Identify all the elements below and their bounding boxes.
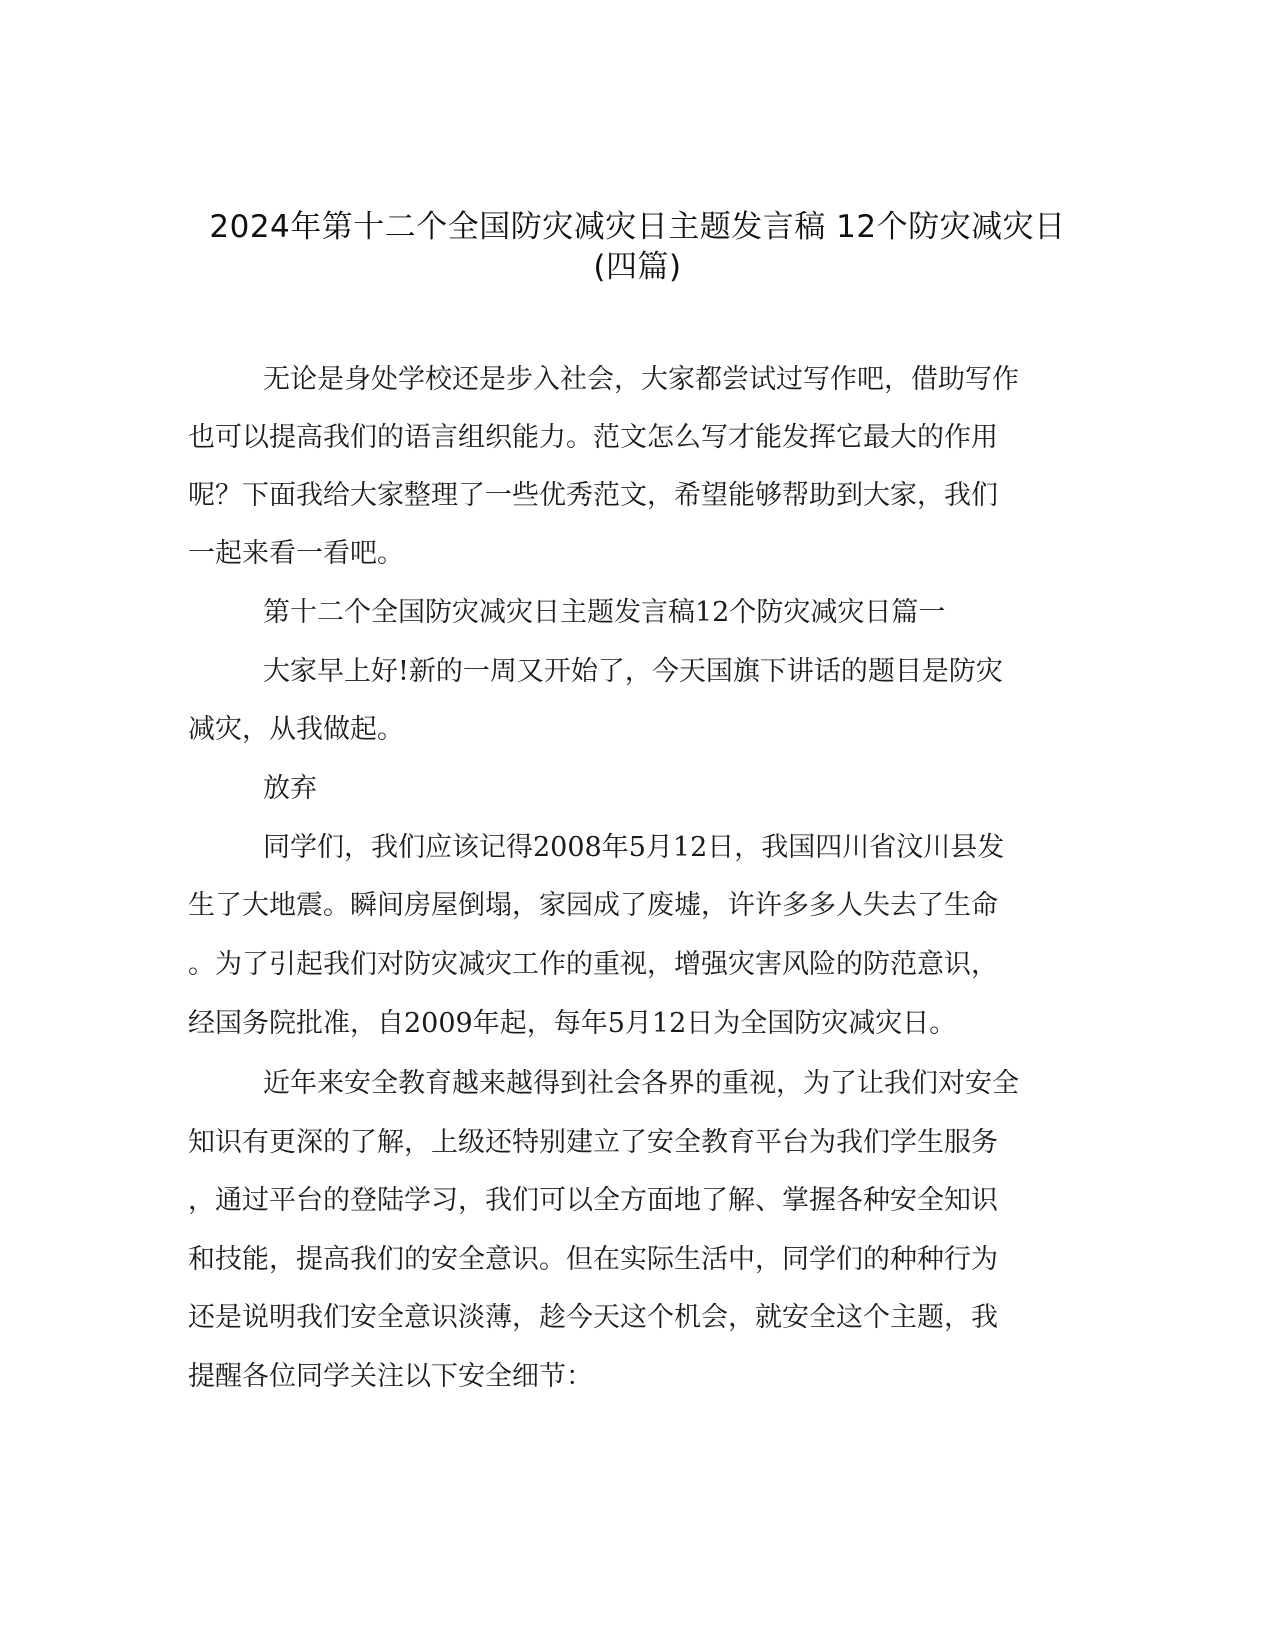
paragraph-line: 。为了引起我们对防灾减灾工作的重视，增强灾害风险的防范意识， <box>188 949 998 980</box>
document-title-line-2: (四篇) <box>593 249 682 285</box>
paragraph-line: 同学们，我们应该记得2008年5月12日，我国四川省汶川县发 <box>263 832 1005 863</box>
section-heading: 第十二个全国防灾减灾日主题发言稿12个防灾减灾日篇一 <box>263 597 946 628</box>
paragraph-line: 呢？下面我给大家整理了一些优秀范文，希望能够帮助到大家，我们 <box>188 480 998 511</box>
paragraph-line: 还是说明我们安全意识淡薄，趁今天这个机会，就安全这个主题，我 <box>188 1302 998 1333</box>
document-title-line-1: 2024年第十二个全国防灾减灾日主题发言稿 12个防灾减灾日 <box>209 209 1066 245</box>
paragraph-line: 知识有更深的了解，上级还特别建立了安全教育平台为我们学生服务 <box>188 1127 998 1158</box>
paragraph-line: 和技能，提高我们的安全意识。但在实际生活中，同学们的种种行为 <box>188 1244 998 1275</box>
paragraph-line: 近年来安全教育越来越得到社会各界的重视，为了让我们对安全 <box>263 1068 1019 1099</box>
paragraph-line: 减灾，从我做起。 <box>188 714 404 745</box>
paragraph-line: 也可以提高我们的语言组织能力。范文怎么写才能发挥它最大的作用 <box>188 422 998 453</box>
paragraph-line: 提醒各位同学关注以下安全细节： <box>188 1361 593 1392</box>
paragraph-line: 大家早上好!新的一周又开始了，今天国旗下讲话的题目是防灾 <box>263 656 1003 687</box>
paragraph-line: 经国务院批准，自2009年起，每年5月12日为全国防灾减灾日。 <box>188 1008 957 1039</box>
paragraph-line: 一起来看一看吧。 <box>188 538 404 569</box>
paragraph-line: ，通过平台的登陆学习，我们可以全方面地了解、掌握各种安全知识 <box>188 1185 998 1216</box>
paragraph-line: 无论是身处学校还是步入社会，大家都尝试过写作吧，借助写作 <box>263 364 1019 395</box>
paragraph-line: 生了大地震。瞬间房屋倒塌，家园成了废墟，许许多多人失去了生命 <box>188 890 998 921</box>
paragraph-line: 放弃 <box>263 773 317 804</box>
